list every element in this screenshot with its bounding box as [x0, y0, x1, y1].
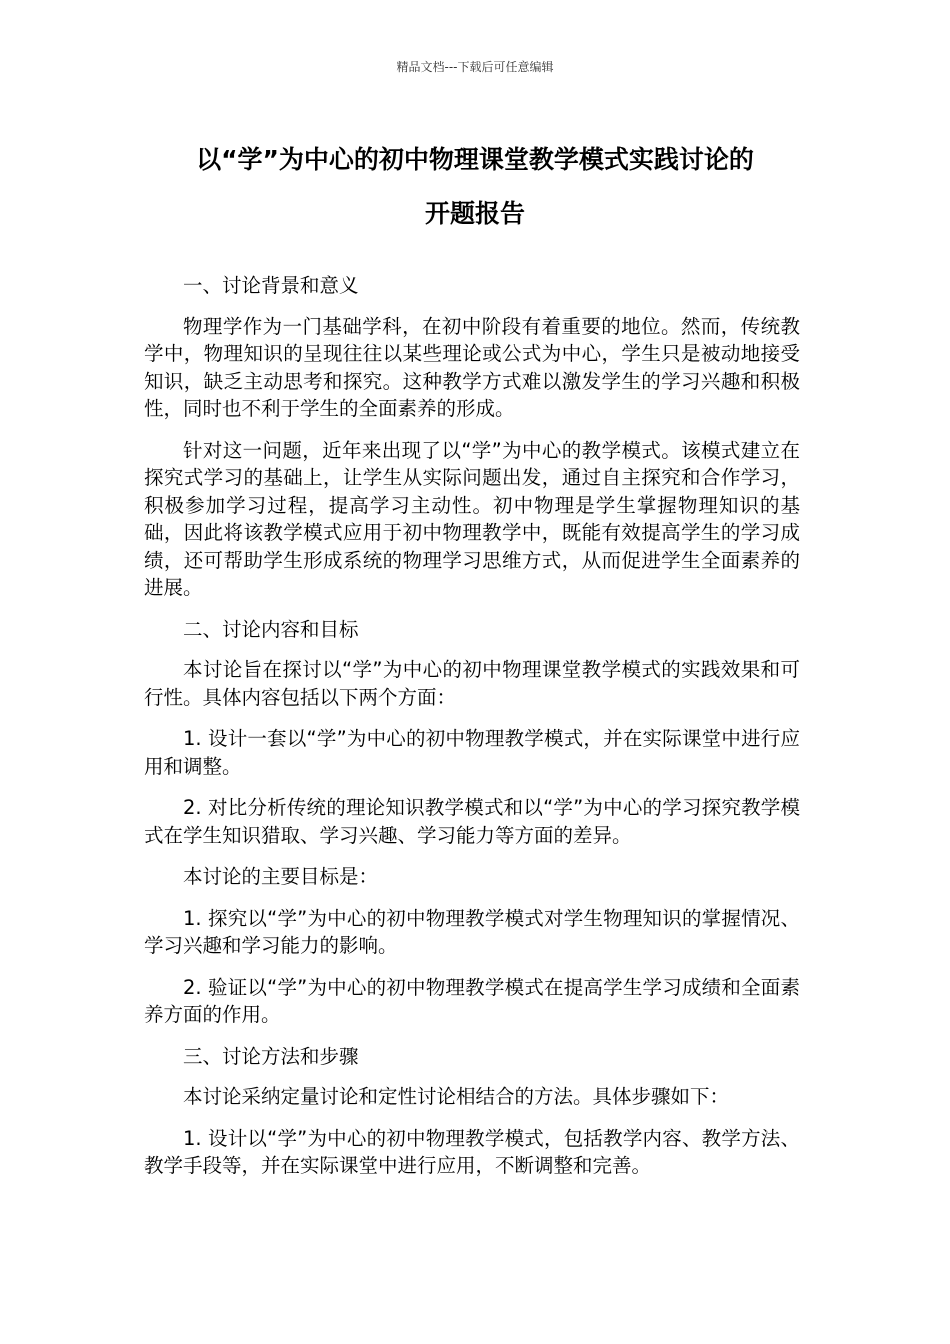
section-heading-methods: 三、讨论方法和步骤	[183, 1044, 359, 1068]
list-item-step-1: 1. 设计以“学”为中心的初中物理教学模式，包括教学内容、教学方法、教学手段等，并在实际课堂中进行应用，不断调整和完善。	[144, 1126, 800, 1177]
section-heading-content-goals: 二、讨论内容和目标	[183, 617, 359, 641]
paragraph-methods-intro: 本讨论采纳定量讨论和定性讨论相结合的方法。具体步骤如下：	[183, 1085, 730, 1108]
document-title-line-2: 开题报告	[424, 199, 525, 228]
document-body	[144, 272, 800, 1194]
paragraph-background-1: 物理学作为一门基础学科，在初中阶段有着重要的地位。然而，传统教学中，物理知识的呈现往往以某些理论或公式为中心，学生只是被动地接受知识，缺乏主动思考和探究。这种教学方式难以激发学生的学习兴趣和积极性，同时也不利于学生的全面素养的形成。	[144, 314, 800, 420]
list-item-goal-2: 2. 验证以“学”为中心的初中物理教学模式在提高学生学习成绩和全面素养方面的作用。	[144, 975, 800, 1026]
paragraph-goals-intro: 本讨论的主要目标是：	[183, 865, 379, 888]
header-note: 精品文档---下载后可任意编辑	[396, 60, 554, 74]
list-item-content-1: 1. 设计一套以“学”为中心的初中物理教学模式，并在实际课堂中进行应用和调整。	[144, 727, 800, 778]
list-item-content-2: 2. 对比分析传统的理论知识教学模式和以“学”为中心的学习探究教学模式在学生知识猎取、学习兴趣、学习能力等方面的差异。	[144, 796, 800, 847]
paragraph-background-2: 针对这一问题，近年来出现了以“学”为中心的教学模式。该模式建立在探究式学习的基础上，让学生从实际问题出发，通过自主探究和合作学习，积极参加学习过程，提高学习主动性。初中物理是学生掌握物理知识的基础，因此将该教学模式应用于初中物理教学中，既能有效提高学生的学习成绩，还可帮助学生形成系统的物理学习思维方式，从而促进学生全面素养的进展。	[144, 438, 800, 599]
document-title-line-1: 以“学”为中心的初中物理课堂教学模式实践讨论的	[196, 145, 754, 174]
list-item-goal-1: 1. 探究以“学”为中心的初中物理教学模式对学生物理知识的掌握情况、学习兴趣和学习能力的影响。	[144, 906, 800, 957]
section-heading-background: 一、讨论背景和意义	[183, 274, 359, 297]
paragraph-content-intro: 本讨论旨在探讨以“学”为中心的初中物理课堂教学模式的实践效果和可行性。具体内容包括以下两个方面：	[144, 658, 800, 709]
